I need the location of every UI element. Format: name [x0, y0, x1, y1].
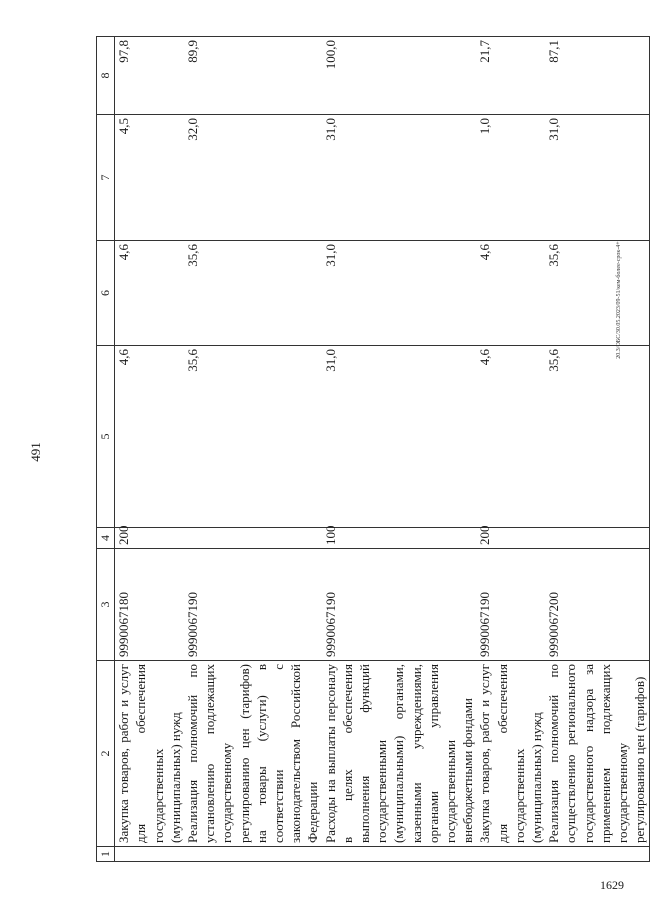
cell-index [184, 847, 322, 862]
cell-percent: 89,9 [184, 37, 322, 115]
cell-value-col5: 35,6 [545, 346, 649, 528]
cell-target-code: 9990067190 [476, 549, 545, 661]
table-row [476, 37, 545, 862]
table-row [115, 37, 184, 862]
budget-table [96, 36, 650, 862]
column-header: 2 [97, 661, 115, 847]
cell-value-col6: 35,6 [184, 241, 322, 346]
table-row [322, 37, 477, 862]
cell-value-col6: 4,6 [115, 241, 184, 346]
cell-target-code: 9990067180 [115, 549, 184, 661]
column-header: 7 [97, 115, 115, 241]
table-row [184, 37, 322, 862]
cell-percent: 97,8 [115, 37, 184, 115]
cell-expense-type: 100 [322, 528, 477, 549]
cell-expense-type [184, 528, 322, 549]
registration-stamp: 20.3/ОБС/30.05.2023/09-51/кем-более-срок-4+ [616, 241, 622, 359]
cell-value-col6: 35,6 [545, 241, 649, 346]
cell-target-code: 9990067200 [545, 549, 649, 661]
cell-index [545, 847, 649, 862]
cell-value-col6: 31,0 [322, 241, 477, 346]
cell-percent: 21,7 [476, 37, 545, 115]
cell-value-col7: 1,0 [476, 115, 545, 241]
cell-expense-type [545, 528, 649, 549]
column-header: 6 [97, 241, 115, 346]
cell-description: Реализация полномочий по осуществлению регионального государственного надзора за применением подлежащих государственному регулированию цен (тарифов) [545, 661, 649, 847]
cell-percent: 100,0 [322, 37, 477, 115]
cell-description: Закупка товаров, работ и услуг для обеспечения государственных (муниципальных) нужд [476, 661, 545, 847]
cell-expense-type: 200 [115, 528, 184, 549]
cell-description: Закупка товаров, работ и услуг для обеспечения государственных (муниципальных) нужд [115, 661, 184, 847]
cell-value-col6: 4,6 [476, 241, 545, 346]
column-header: 5 [97, 346, 115, 528]
cell-target-code: 9990067190 [322, 549, 477, 661]
cell-value-col5: 31,0 [322, 346, 477, 528]
cell-value-col5: 35,6 [184, 346, 322, 528]
cell-expense-type: 200 [476, 528, 545, 549]
cell-index [322, 847, 477, 862]
folio-number: 1629 [600, 878, 624, 892]
column-header: 1 [97, 847, 115, 862]
cell-value-col7: 32,0 [184, 115, 322, 241]
cell-value-col5: 4,6 [115, 346, 184, 528]
cell-value-col5: 4,6 [476, 346, 545, 528]
column-header: 8 [97, 37, 115, 115]
cell-description: Расходы на выплаты персоналу в целях обеспечения выполнения функций государственными (муниципальными) органами, казенными учреждениями, органами управления государственными внебюджетными фондами [322, 661, 477, 847]
cell-value-col7: 31,0 [545, 115, 649, 241]
table-header-row [97, 37, 115, 862]
cell-index [115, 847, 184, 862]
cell-percent: 87,1 [545, 37, 649, 115]
column-header: 4 [97, 528, 115, 549]
cell-index [476, 847, 545, 862]
cell-value-col7: 31,0 [322, 115, 477, 241]
column-header: 3 [97, 549, 115, 661]
cell-target-code: 9990067190 [184, 549, 322, 661]
table-row [545, 37, 649, 862]
cell-value-col7: 4,5 [115, 115, 184, 241]
page-number: 491 [28, 442, 43, 462]
cell-description: Реализация полномочий по установлению подлежащих государственному регулированию цен (тарифов) на товары (услуги) в соответствии с законодательством Российской Федерации [184, 661, 322, 847]
